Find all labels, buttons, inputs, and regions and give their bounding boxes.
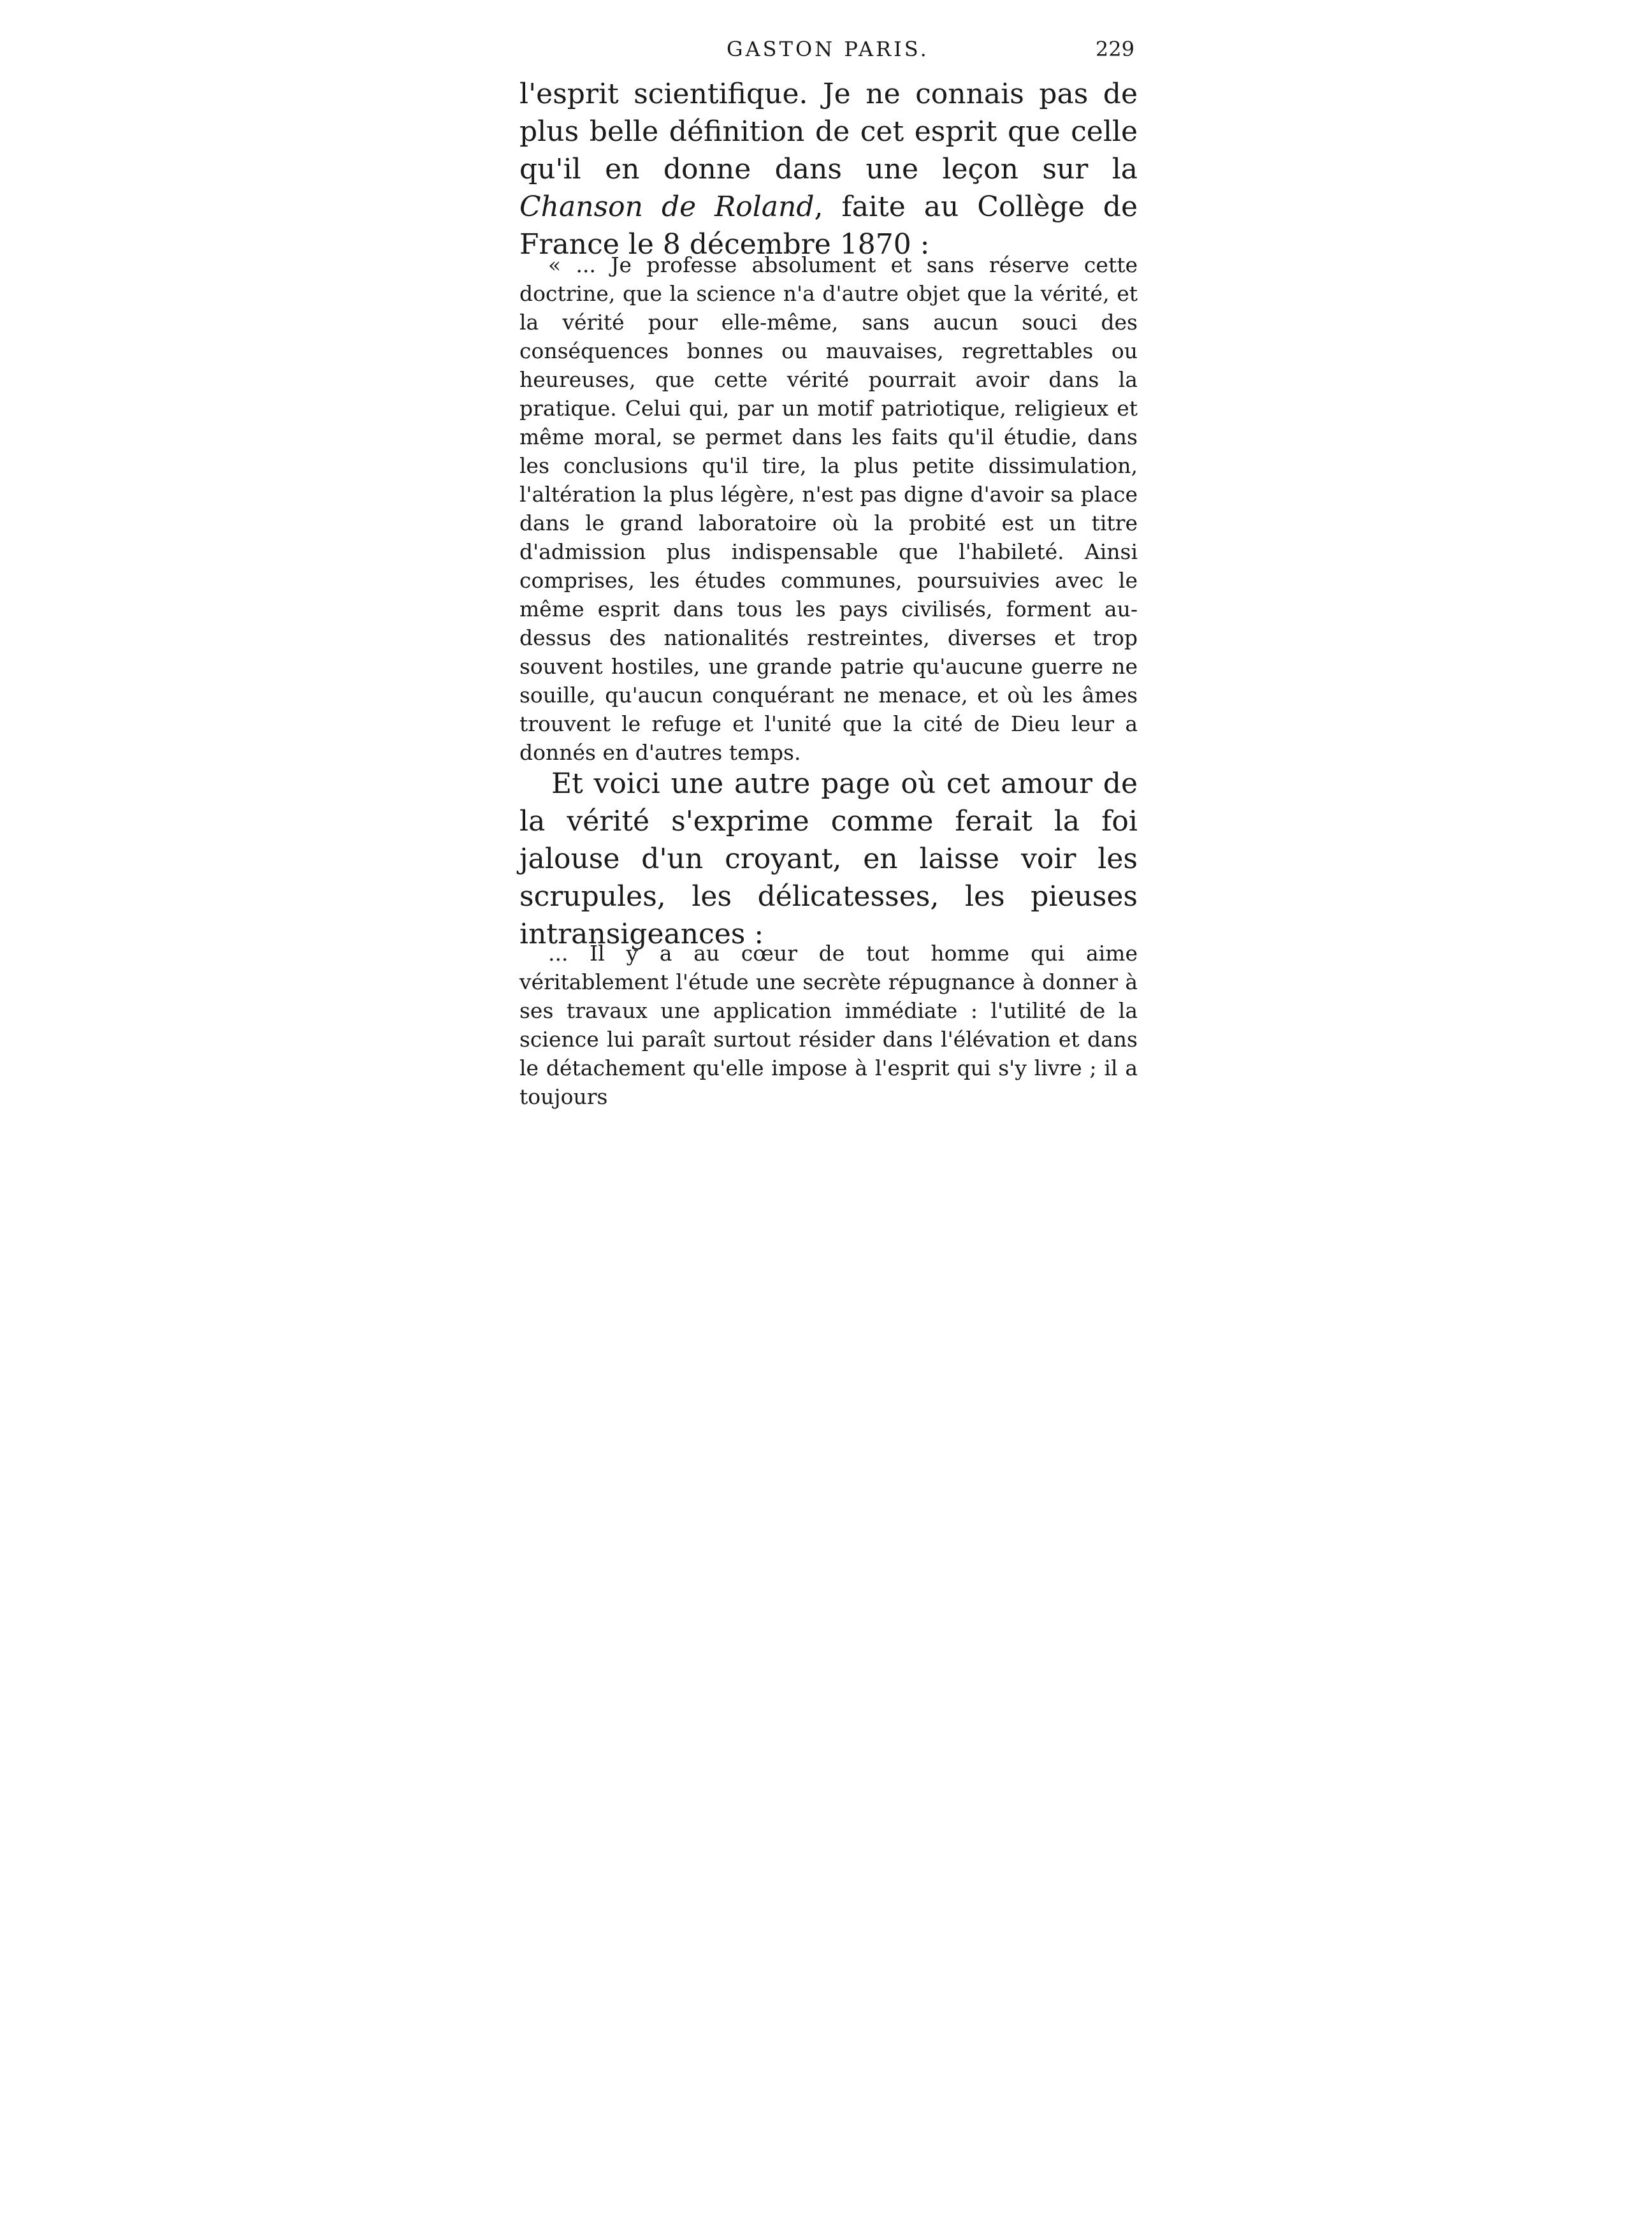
- quotation-2: ... Il y a au cœur de tout homme qui aime véritablement l'étude une secrète répugnance à donner à ses travaux une application immédiate : l'utilité de la science lui paraît surtout résider dans l'élévation et dans le détachement qu'elle impose à l'esprit qui s'y livre ; il a toujours: [519, 941, 1138, 1109]
- work-title: Chanson de Roland: [519, 191, 815, 223]
- page-header: [523, 37, 1134, 75]
- intro-paragraph-2: Et voici une autre page où cet amour de la vérité s'exprime comme ferait la foi jalouse d'un croyant, en laisse voir les scrupules, les délicatesses, les pieuses intransigeances :: [519, 767, 1138, 950]
- quotation-1: « ... Je professe absolument et sans réserve cette doctrine, que la science n'a d'autre objet que la vérité, et la vérité pour elle-même, sans aucun souci des conséquences bonnes ou mauvaises, regrettables ou heureuses, que cette vérité pourrait avoir dans la pratique. Celui qui, par un motif patriotique, religieux et même moral, se permet dans les faits qu'il étudie, dans les conclusions qu'il tire, la plus petite dissimulation, l'altération la plus légère, n'est pas digne d'avoir sa place dans le grand laboratoire où la probité est un titre d'admission plus indispensable que l'habileté. Ainsi comprises, les études communes, poursuivies avec le même esprit dans tous les pays civilisés, forment au-dessus des nationalités restreintes, diverses et trop souvent hostiles, une grande patrie qu'aucune guerre ne souille, qu'aucun conquérant ne menace, et où les âmes trouvent le refuge et l'unité que la cité de Dieu leur a donnés en d'autres temps.: [519, 252, 1138, 765]
- running-head: GASTON PARIS.: [727, 37, 929, 61]
- intro-paragraph-1: [519, 75, 1138, 263]
- page-number: 229: [1095, 37, 1134, 61]
- intro-1-text-before: l'esprit scientifique. Je ne connais pas de plus belle définition de cet esprit que celle qu'il en donne dans une leçon sur la: [519, 78, 1138, 185]
- intro-1-text-after: , faite au Collège de France le 8 décembre 1870 :: [519, 191, 1138, 261]
